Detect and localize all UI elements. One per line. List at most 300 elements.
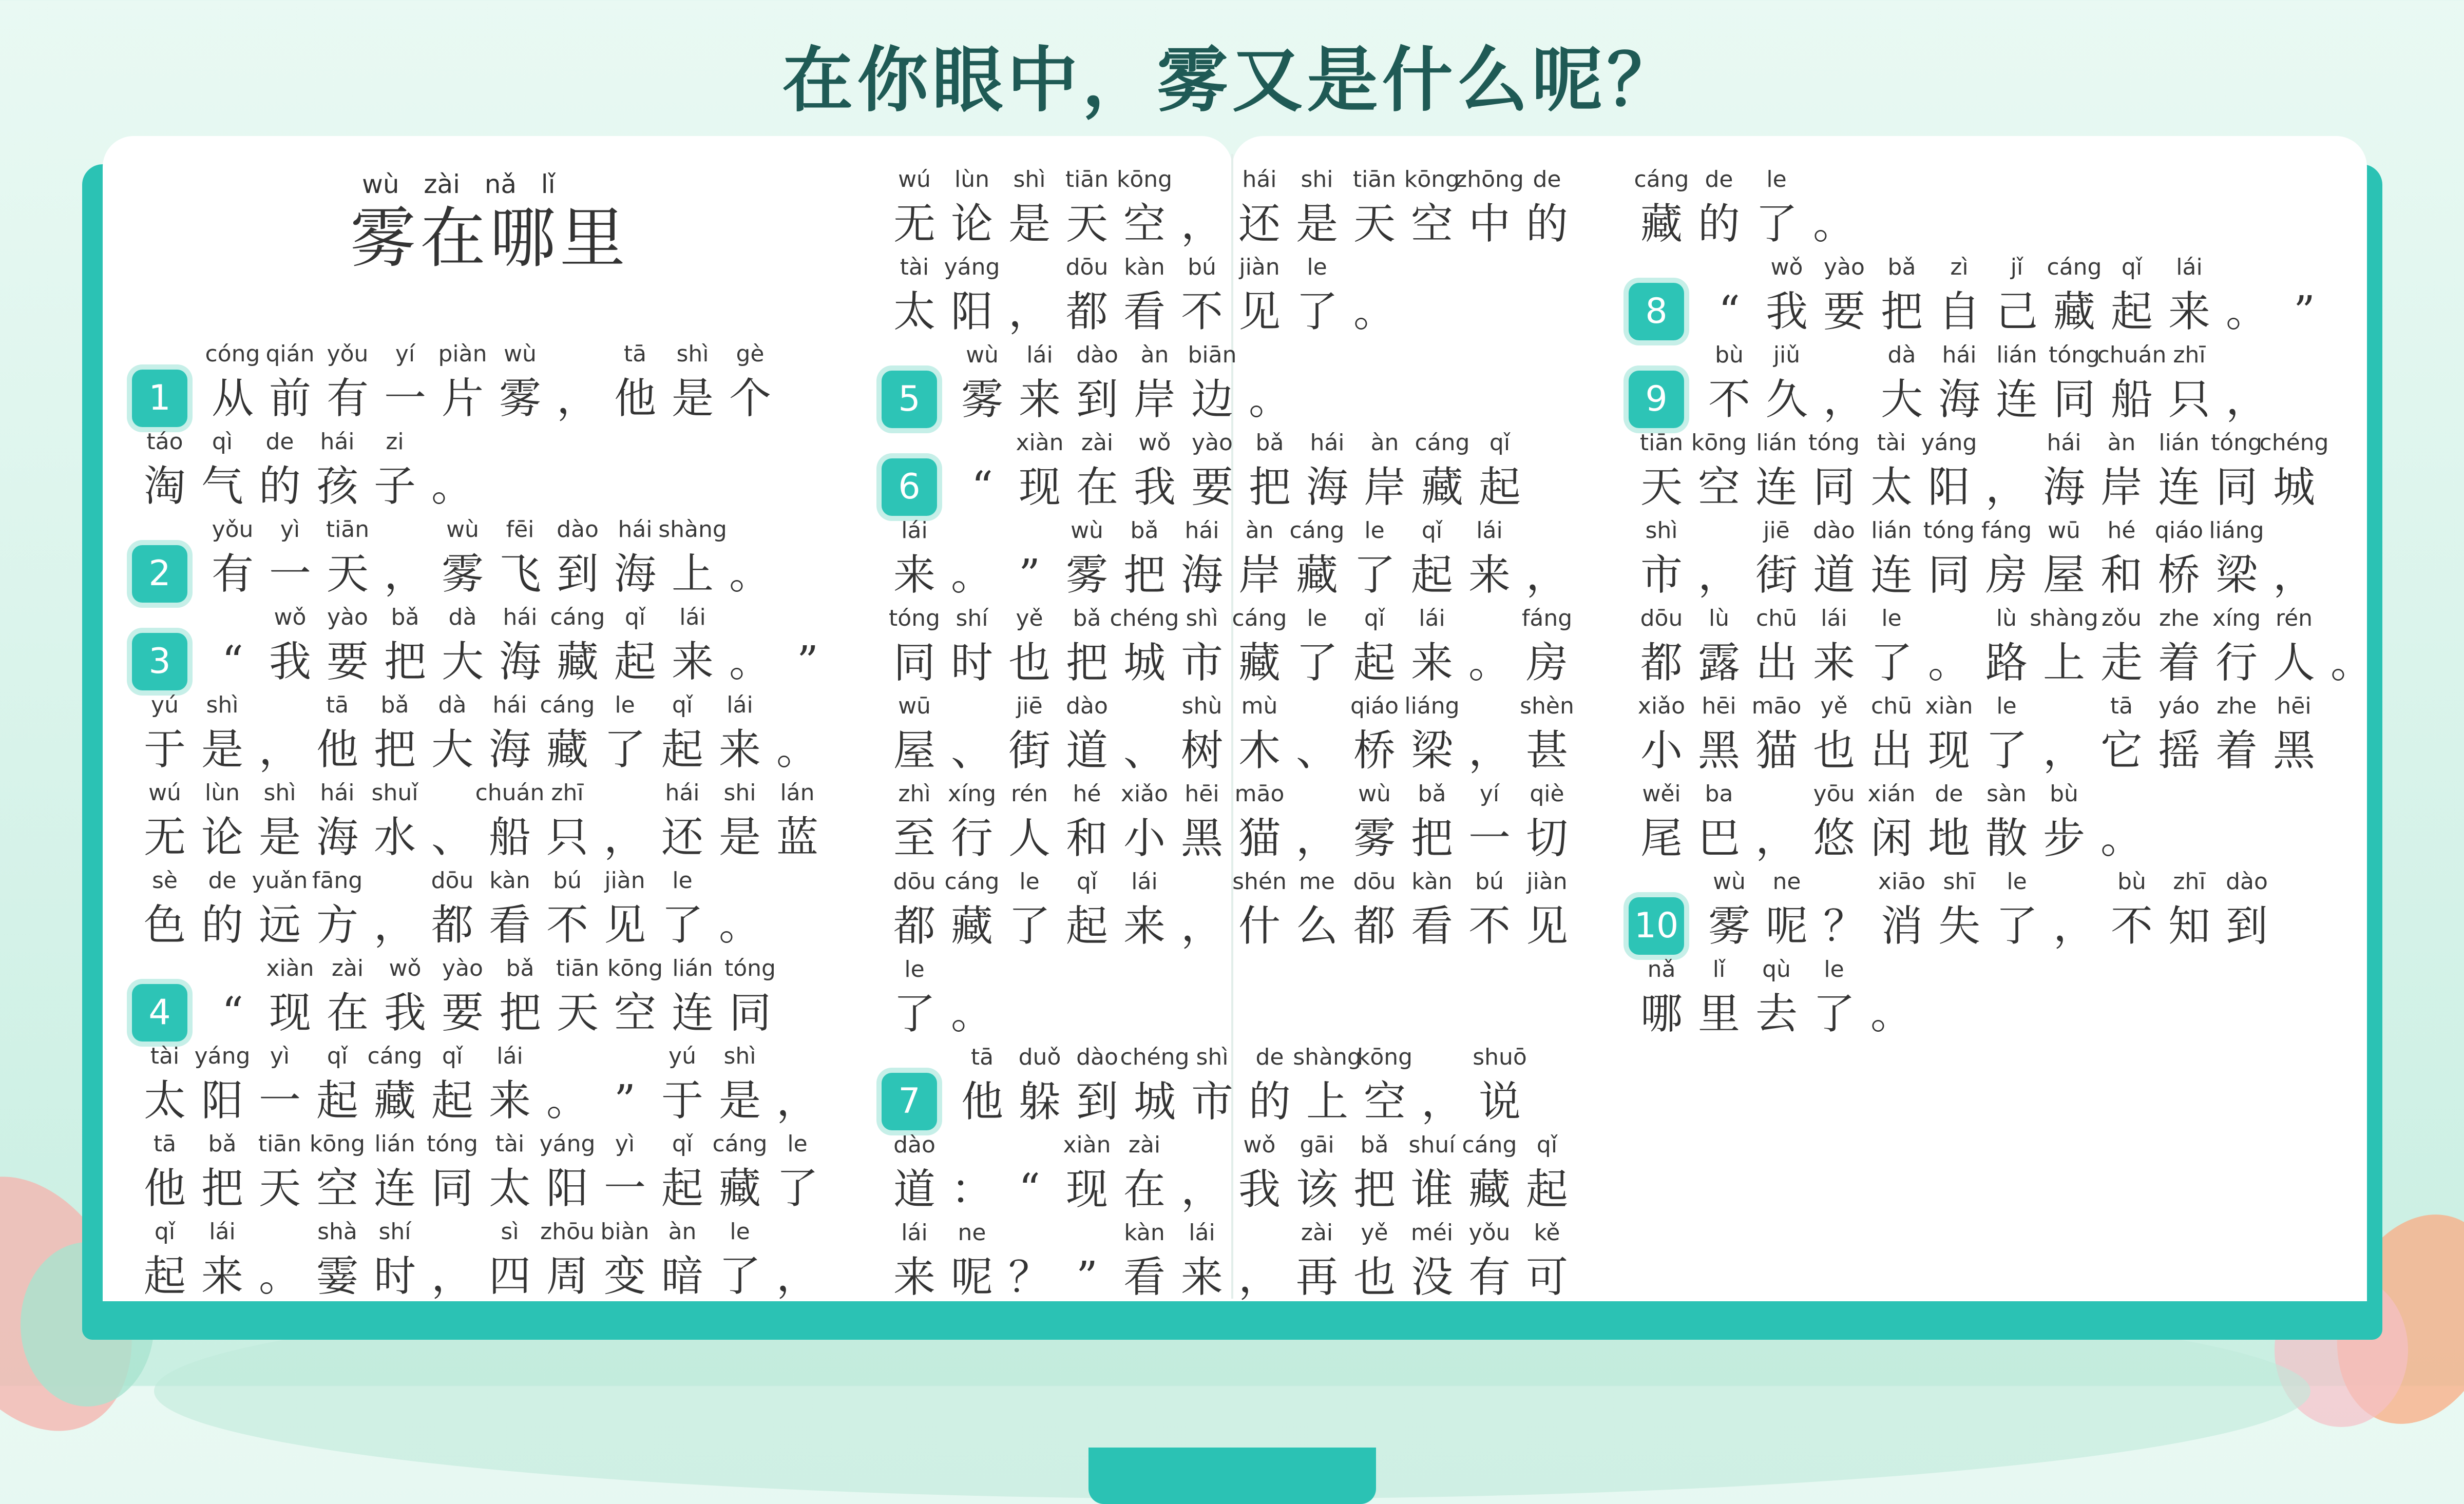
pinyin: rén [2275, 605, 2313, 631]
hanzi: 屋 [2042, 551, 2085, 600]
hanzi: 小 [1123, 814, 1166, 863]
hanzi: 到 [556, 550, 599, 599]
pinyin: wěi [1642, 781, 1681, 807]
hanzi: 海 [1306, 463, 1348, 512]
hanzi: 房 [1525, 639, 1568, 687]
hanzi: “ [222, 989, 243, 1037]
pinyin: hái [1310, 430, 1345, 456]
hanzi-cell [1518, 866, 1576, 954]
pinyin: kōng [1116, 166, 1173, 192]
hanzi: 同 [729, 989, 771, 1037]
pinyin: dà [438, 692, 467, 718]
hanzi-cell [1518, 603, 1576, 690]
pinyin: bǎ [1130, 517, 1159, 544]
pinyin: shí [956, 605, 988, 631]
pinyin: lái [1821, 605, 1847, 631]
pinyin: qǐ [1076, 869, 1098, 895]
pinyin: xiàn [1925, 693, 1973, 719]
hanzi: 和 [2100, 551, 2143, 600]
pinyin: bǎ [391, 604, 419, 630]
pinyin: le [672, 867, 693, 894]
pinyin: wǒ [389, 955, 422, 981]
hanzi: 看 [1410, 902, 1453, 951]
hanzi: 蓝 [776, 813, 818, 862]
hanzi: 都 [893, 902, 935, 951]
slide-title: 在你眼中，雾又是什么呢？ [782, 39, 1682, 122]
hanzi: 不 [546, 901, 588, 950]
hanzi: 藏 [718, 1164, 761, 1213]
hanzi: 要 [1191, 463, 1233, 512]
hanzi: 了 [1755, 200, 1798, 248]
hanzi: 见 [1238, 287, 1281, 336]
pinyin: shī [1943, 869, 1976, 895]
hanzi: ， [373, 901, 416, 950]
pinyin [1226, 340, 1314, 371]
hanzi: 一 [258, 1076, 301, 1125]
hanzi: 要 [1823, 287, 1865, 336]
pinyin: bú [1188, 254, 1216, 280]
pinyin: lái [901, 1220, 928, 1246]
pinyin: lái [2176, 254, 2203, 280]
hanzi: 天 [1065, 200, 1108, 248]
hanzi: 连 [671, 989, 714, 1037]
hanzi: 一 [603, 1164, 646, 1213]
pinyin: shì [723, 1043, 756, 1069]
hanzi: 海 [614, 550, 656, 599]
hanzi: 海 [2042, 463, 2085, 512]
hanzi: 黑 [2272, 726, 2315, 775]
hanzi: 天 [1353, 200, 1396, 248]
hanzi: 人 [1008, 814, 1050, 863]
hanzi: 尾 [1640, 814, 1683, 863]
hanzi: ， [1985, 463, 2028, 512]
pinyin: lián [374, 1131, 415, 1157]
pinyin: yí [1479, 781, 1500, 807]
pinyin: cáng [540, 692, 595, 718]
pinyin: lái [1189, 1220, 1215, 1246]
pinyin: kàn [489, 867, 530, 894]
hanzi: 空 [1697, 463, 1740, 512]
hanzi: 只 [2168, 375, 2210, 424]
pinyin: le [1364, 517, 1385, 544]
pinyin [2260, 252, 2348, 283]
hanzi: 连 [1755, 463, 1798, 512]
pinyin: sì [501, 1219, 519, 1245]
pinyin: le [1996, 693, 2017, 719]
hanzi: 太 [143, 1076, 186, 1125]
hanzi-cell [769, 690, 826, 777]
pinyin: yì [280, 516, 300, 543]
pinyin: mù [1241, 693, 1278, 719]
hanzi: 。 [1870, 990, 1913, 1038]
hanzi: 梁 [2215, 551, 2258, 600]
hanzi: 论 [201, 813, 243, 862]
hanzi: 太 [1870, 463, 1913, 512]
pinyin: ba [1705, 781, 1733, 807]
hanzi: 我 [269, 638, 311, 686]
hanzi-cell [711, 865, 769, 953]
pinyin: xíng [947, 781, 997, 807]
pinyin: yáng [944, 254, 1000, 280]
pinyin: qiáo [1350, 693, 1399, 719]
pinyin: hái [2047, 430, 2081, 456]
hanzi: 连 [1870, 551, 1913, 600]
pinyin: yí [395, 341, 415, 367]
hanzi: 上 [1306, 1077, 1348, 1126]
hanzi: 梁 [1410, 726, 1453, 775]
hanzi: 的 [1525, 200, 1568, 248]
hanzi: 自 [1938, 287, 1980, 336]
pinyin: kàn [1124, 1220, 1165, 1246]
hanzi-cell [1863, 954, 1920, 1042]
pinyin: fáng [1981, 517, 2032, 544]
pinyin: le [730, 1219, 750, 1245]
hanzi: 见 [1525, 902, 1568, 951]
pinyin: gāi [1300, 1132, 1334, 1158]
pinyin: yào [442, 955, 483, 981]
hanzi: 了 [1995, 902, 2038, 951]
hanzi: ， [1295, 814, 1338, 863]
pinyin: bǎ [380, 692, 409, 718]
hanzi: 海 [499, 638, 541, 686]
pinyin: jiē [1016, 693, 1043, 719]
pinyin: lùn [205, 780, 240, 806]
pinyin: lái [727, 692, 753, 718]
pinyin [1790, 164, 1878, 195]
pinyin: wǒ [1770, 254, 1803, 280]
hanzi: 的 [258, 462, 301, 511]
hanzi: ， [1008, 287, 1050, 336]
hanzi: 。 [1468, 639, 1511, 687]
pinyin: shì [206, 692, 239, 718]
hanzi: 路 [1985, 639, 2028, 687]
hanzi-cell [721, 514, 779, 602]
hanzi: 散 [1985, 814, 2028, 863]
hanzi: 道 [1812, 551, 1855, 600]
pinyin [753, 690, 842, 721]
hanzi: 要 [326, 638, 369, 686]
pinyin: zài [331, 955, 364, 981]
hanzi: 时 [373, 1252, 416, 1301]
hanzi: 、 [950, 726, 993, 775]
pinyin: yǒu [327, 341, 369, 367]
hanzi: ， [1180, 200, 1223, 248]
pinyin: zi [386, 429, 404, 455]
pinyin: xiàn [1063, 1132, 1111, 1158]
hanzi: 来 [893, 551, 935, 600]
hanzi: 到 [1076, 1077, 1118, 1126]
hanzi: 。 [2330, 639, 2373, 687]
hanzi: 露 [1697, 639, 1740, 687]
hanzi: 没 [1410, 1253, 1453, 1302]
hanzi: 太 [488, 1164, 531, 1213]
pinyin: lái [209, 1219, 236, 1245]
pinyin: tā [2110, 693, 2133, 719]
pinyin: nǎ [1647, 956, 1676, 982]
pinyin: wù [1713, 869, 1746, 895]
hanzi: 前 [269, 374, 311, 423]
hanzi: 藏 [2053, 287, 2095, 336]
pinyin: dào [1076, 342, 1118, 368]
pinyin: lái [496, 1043, 523, 1069]
pinyin: de [1255, 1044, 1284, 1070]
hanzi: 起 [1410, 551, 1453, 600]
hanzi-cell [1471, 1042, 1529, 1129]
pinyin: le [1307, 254, 1327, 280]
pinyin: wú [898, 166, 931, 192]
hanzi: 把 [1880, 287, 1923, 336]
hanzi: 走 [2100, 639, 2143, 687]
pinyin: cáng [1634, 166, 1689, 192]
hanzi: 我 [1765, 287, 1808, 336]
pinyin: tài [900, 254, 929, 280]
pinyin: tài [150, 1043, 180, 1069]
hanzi: 消 [1880, 902, 1923, 951]
pinyin: dào [1076, 1044, 1118, 1070]
pinyin: dōu [1353, 869, 1396, 895]
hanzi: 。 [1353, 287, 1396, 336]
hanzi: 四 [488, 1252, 531, 1301]
pinyin: tiān [326, 516, 370, 543]
pinyin: shì [263, 780, 296, 806]
pinyin: shi [1301, 166, 1333, 192]
hanzi: 是 [718, 813, 761, 862]
pinyin: shuí [1408, 1132, 1456, 1158]
pinyin: xiāo [1878, 869, 1926, 895]
hanzi-cell [721, 953, 779, 1040]
pinyin: yào [1192, 430, 1233, 456]
pinyin: liáng [1404, 693, 1460, 719]
hanzi: 现 [1927, 726, 1970, 775]
hanzi: ， [384, 550, 426, 599]
hanzi: 摇 [2157, 726, 2200, 775]
hanzi: 无 [143, 813, 186, 862]
pinyin: tā [970, 1044, 994, 1070]
hanzi: 是 [671, 374, 714, 423]
hanzi: 不 [1468, 902, 1511, 951]
hanzi: 大 [441, 638, 484, 686]
hanzi: 天 [556, 989, 599, 1037]
pinyin: méi [1410, 1220, 1454, 1246]
pinyin: qì [212, 429, 233, 455]
pinyin: le [2007, 869, 2027, 895]
hanzi: 来 [1468, 551, 1511, 600]
hanzi: 边 [1191, 375, 1233, 424]
pinyin: yáo [2159, 693, 2200, 719]
hanzi: 黑 [1180, 814, 1223, 863]
hanzi: ： [950, 1165, 993, 1214]
hanzi-cell [1518, 691, 1576, 778]
pinyin: jǐ [2010, 254, 2023, 280]
pinyin: le [904, 956, 925, 982]
pinyin: ne [1772, 869, 1801, 895]
pinyin: shù [1181, 693, 1223, 719]
hanzi: ， [1238, 1253, 1281, 1302]
hanzi: 太 [893, 287, 935, 336]
pinyin [2077, 779, 2166, 809]
hanzi: 知 [2168, 902, 2210, 951]
hanzi: 了 [1353, 551, 1396, 600]
hanzi: 步 [2042, 814, 2085, 863]
hanzi: ， [2053, 902, 2095, 951]
pinyin: lái [901, 517, 928, 544]
hanzi: 。 [1248, 375, 1291, 424]
hanzi: 说 [1478, 1077, 1521, 1126]
hanzi: 都 [1353, 902, 1396, 951]
hanzi: 船 [2110, 375, 2153, 424]
pinyin: le [615, 692, 635, 718]
hanzi: 的 [201, 901, 243, 950]
pinyin: yào [327, 604, 368, 630]
hanzi: 地 [1927, 814, 1970, 863]
hanzi: 看 [1123, 1253, 1166, 1302]
hanzi: “ [971, 463, 993, 512]
hanzi: 都 [431, 901, 473, 950]
hanzi: 现 [269, 989, 311, 1037]
pinyin: kōng [1404, 166, 1460, 192]
hanzi: 藏 [546, 725, 588, 774]
hanzi-cell [779, 602, 836, 689]
hanzi: 把 [1123, 551, 1166, 600]
hanzi: 了 [1870, 639, 1913, 687]
hanzi: 暗 [661, 1252, 703, 1301]
hanzi: 失 [1938, 902, 1980, 951]
pinyin: kōng [1357, 1044, 1413, 1070]
pinyin [753, 1041, 842, 1072]
hanzi: 他 [614, 374, 656, 423]
pinyin: chuán [2097, 342, 2167, 368]
pinyin: wù [446, 516, 479, 543]
paragraph-number-badge: 3 [132, 633, 187, 690]
hanzi: 。 [431, 462, 473, 511]
hanzi-cell [769, 778, 826, 865]
hanzi: 空 [1410, 200, 1453, 248]
hanzi: 城 [1123, 639, 1166, 687]
pinyin: hái [1185, 517, 1219, 544]
pinyin: yǒu [212, 516, 254, 543]
pinyin: de [208, 867, 237, 894]
pinyin: dào [1813, 517, 1855, 544]
hanzi: 船 [488, 813, 531, 862]
hanzi: 海 [1180, 551, 1223, 600]
pinyin: tiān [1639, 430, 1684, 456]
hanzi: 道 [1065, 726, 1108, 775]
hanzi: 来 [1180, 1253, 1223, 1302]
pinyin: lián [1871, 517, 1912, 544]
paragraph-number-badge: 2 [132, 545, 187, 603]
hanzi: ， [258, 725, 301, 774]
pinyin: shì [1186, 605, 1218, 631]
hanzi: 了 [1985, 726, 2028, 775]
hanzi: “ [1718, 287, 1740, 336]
hanzi-cell [1518, 1218, 1576, 1305]
pinyin: wǒ [1243, 1132, 1276, 1158]
hanzi: 起 [2110, 287, 2153, 336]
hanzi: 躲 [1018, 1077, 1061, 1126]
hanzi: 岸 [1238, 551, 1281, 600]
pinyin: àn [1140, 342, 1169, 368]
hanzi: 起 [1478, 463, 1521, 512]
pinyin: zài [1081, 430, 1114, 456]
hanzi: 要 [441, 989, 484, 1037]
hanzi: 同 [893, 639, 935, 687]
pinyin: xiǎo [1637, 693, 1686, 719]
pinyin: zài [1128, 1132, 1161, 1158]
pinyin: zài [1301, 1220, 1333, 1246]
hanzi: 海 [488, 725, 531, 774]
pinyin: lián [1756, 430, 1797, 456]
hanzi: 来 [2168, 287, 2210, 336]
hanzi: 什 [1238, 902, 1281, 951]
pinyin: jiē [1763, 517, 1790, 544]
pinyin: wū [898, 693, 931, 719]
hanzi: 屋 [893, 726, 935, 775]
pinyin: qǐ [442, 1043, 463, 1069]
pinyin: shì [1645, 517, 1678, 544]
hanzi: 了 [661, 901, 703, 950]
hanzi: 是 [1295, 200, 1338, 248]
pinyin: kōng [1691, 430, 1747, 456]
hanzi: 我 [1238, 1165, 1281, 1214]
hanzi: 上 [2042, 639, 2085, 687]
pinyin: dà [1887, 342, 1916, 368]
pinyin: gè [736, 341, 765, 367]
hanzi: ， [2042, 726, 2085, 775]
hanzi: 孩 [316, 462, 358, 511]
hanzi: 、 [1295, 726, 1338, 775]
pinyin: tā [623, 341, 647, 367]
hanzi: 桥 [1353, 726, 1396, 775]
hanzi: 连 [1995, 375, 2038, 424]
hanzi: 城 [2272, 463, 2315, 512]
hanzi: 现 [1018, 463, 1061, 512]
hanzi: 和 [1065, 814, 1108, 863]
hanzi: 起 [614, 638, 656, 686]
hanzi: 。 [718, 901, 761, 950]
hanzi-cell [2323, 603, 2380, 690]
pinyin [1847, 954, 1936, 985]
hanzi: 悠 [1812, 814, 1855, 863]
pinyin: kě [1534, 1220, 1560, 1246]
pinyin: àn [2107, 430, 2136, 456]
hanzi: 空 [316, 1164, 358, 1213]
hanzi: 来 [1018, 375, 1061, 424]
hanzi: 至 [893, 814, 935, 863]
pinyin: ne [958, 1220, 986, 1246]
pinyin: cáng [367, 1043, 423, 1069]
pinyin: bǎ [1360, 1132, 1389, 1158]
pinyin: shuǐ [371, 780, 418, 806]
pinyin: rén [1010, 781, 1048, 807]
pinyin: jiàn [604, 867, 645, 894]
hanzi: 它 [2100, 726, 2143, 775]
pinyin: yì [270, 1043, 290, 1069]
story-title: 雾在哪里 [350, 200, 630, 277]
pinyin: cáng [1415, 430, 1470, 456]
pinyin: hái [492, 692, 527, 718]
hanzi-cell [1518, 515, 1576, 603]
pinyin: me [1299, 869, 1335, 895]
pinyin: sàn [1987, 781, 2027, 807]
hanzi: 藏 [1238, 639, 1281, 687]
hanzi-cell [2259, 428, 2329, 515]
pinyin: yě [1361, 1220, 1388, 1246]
hanzi: 在 [1123, 1165, 1166, 1214]
hanzi: 着 [2215, 726, 2258, 775]
paragraph-number-badge: 10 [1629, 897, 1684, 955]
pinyin: de [1705, 166, 1733, 192]
pinyin: yōu [1813, 781, 1855, 807]
